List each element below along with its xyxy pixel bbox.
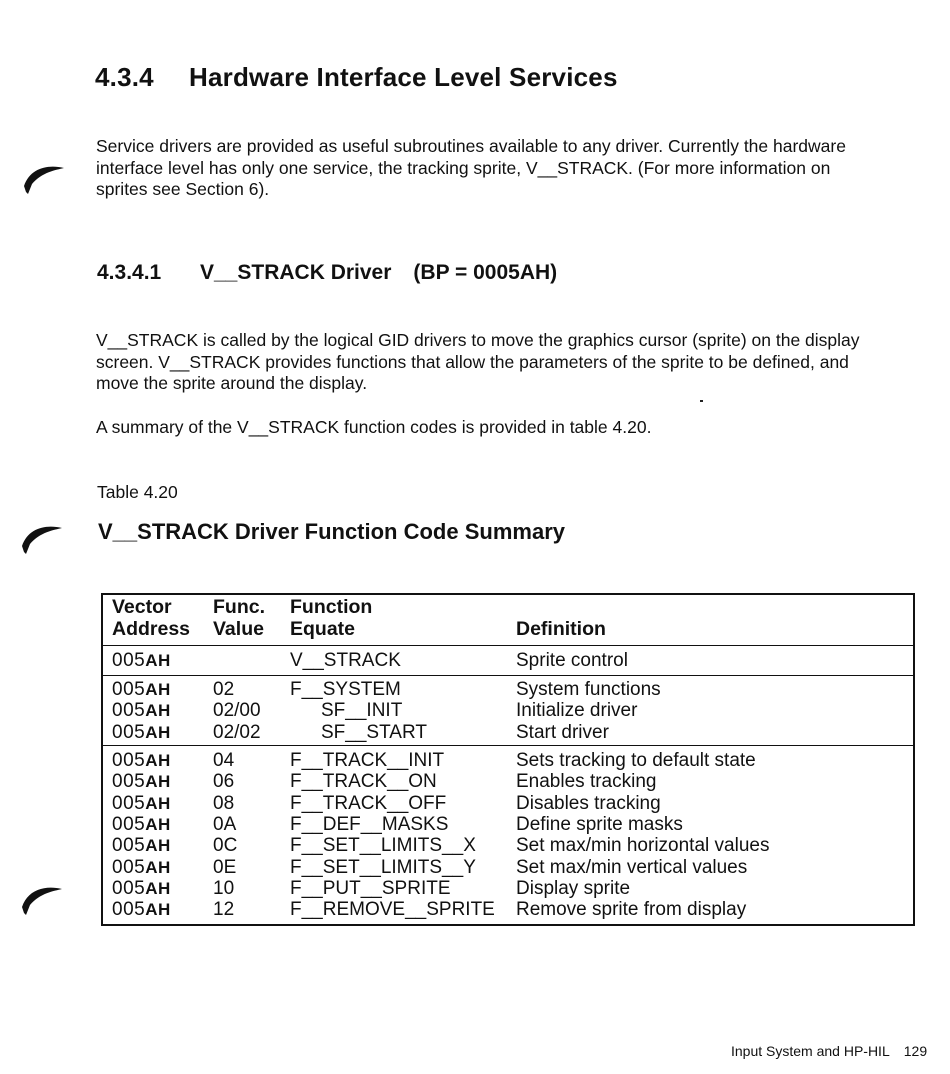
address-suffix: AH: [145, 701, 171, 721]
address-suffix: AH: [145, 772, 171, 792]
definition-cell: Start driver: [516, 721, 609, 743]
address-suffix: AH: [145, 878, 171, 898]
vector-address-cell: [112, 650, 171, 671]
vector-address-cell: [112, 700, 171, 721]
vector-address-cell: [112, 722, 171, 743]
intro-line: Service drivers are provided as useful subroutines available to any driver. Currently the hardware: [96, 136, 846, 156]
speck: [700, 400, 703, 402]
table-title: V__STRACK Driver Function Code Summary: [98, 519, 565, 544]
section-number: 4.3.4: [95, 62, 154, 92]
header-definition: Definition: [516, 618, 606, 640]
table-row: [0, 700, 950, 721]
function-equate-cell: SF__START: [321, 721, 427, 743]
definition-cell: Display sprite: [516, 877, 631, 899]
table-row: [0, 650, 950, 671]
table-row: [0, 814, 950, 835]
subsection-bp: (BP = 0005AH): [413, 261, 558, 284]
address-number: 005: [112, 792, 146, 814]
function-equate-cell: F__PUT__SPRITE: [290, 877, 451, 899]
function-equate-cell: V__STRACK: [290, 650, 401, 671]
definition-cell: Sprite control: [516, 650, 628, 671]
table-row: [0, 771, 950, 792]
table-row: [0, 899, 950, 920]
vector-address-cell: [112, 899, 171, 920]
vector-address-cell: [112, 793, 171, 814]
summary-paragraph: A summary of the V__STRACK function codes is provided in table 4.20.: [96, 417, 652, 437]
table-row: [0, 793, 950, 814]
address-number: 005: [112, 813, 146, 835]
subsection-heading: [97, 261, 557, 285]
address-suffix: AH: [145, 814, 171, 834]
address-suffix: AH: [145, 751, 171, 770]
address-number: 005: [112, 750, 146, 771]
intro-line: sprites see Section 6).: [96, 179, 270, 199]
function-equate-cell: F__TRACK__OFF: [290, 792, 447, 814]
definition-cell: Define sprite masks: [516, 813, 683, 835]
vector-address-cell: [112, 857, 171, 878]
vector-address-cell: [112, 750, 171, 771]
address-suffix: AH: [145, 836, 171, 856]
address-number: 005: [112, 899, 146, 921]
intro-paragraph: [96, 136, 896, 201]
definition-cell: Enables tracking: [516, 771, 657, 793]
para-line: V__STRACK is called by the logical GID drivers to move the graphics cursor (sprite) on the display: [96, 330, 860, 350]
section-title: Hardware Interface Level Services: [189, 62, 618, 92]
address-number: 005: [112, 835, 146, 857]
address-number: 005: [112, 856, 146, 878]
table-row: [0, 878, 950, 899]
definition-cell: Set max/min horizontal values: [516, 835, 770, 857]
table-row: [0, 857, 950, 878]
func-value-cell: 10: [213, 877, 235, 899]
function-equate-cell: F__SET__LIMITS__X: [290, 835, 476, 857]
function-equate-cell: F__TRACK__INIT: [290, 750, 445, 771]
address-number: 005: [112, 877, 146, 899]
subsection-number: 4.3.4.1: [97, 261, 162, 284]
subsection-paragraph: [96, 330, 896, 395]
address-suffix: AH: [145, 651, 171, 670]
function-equate-cell: SF__INIT: [321, 700, 403, 722]
address-number: 005: [112, 650, 146, 671]
table-row: [0, 750, 950, 771]
func-value-cell: 0A: [213, 813, 237, 835]
footer-text: Input System and HP-HIL: [731, 1043, 890, 1059]
function-equate-cell: F__SET__LIMITS__Y: [290, 856, 476, 878]
address-suffix: AH: [145, 900, 171, 920]
table-divider: [101, 675, 915, 676]
func-value-cell: 02/00: [213, 700, 261, 722]
section-heading: [95, 62, 618, 93]
header-vector-address: Vector Address: [112, 596, 191, 640]
address-number: 005: [112, 721, 146, 743]
address-suffix: AH: [145, 680, 171, 699]
func-value-cell: 02: [213, 679, 235, 700]
func-value-cell: 08: [213, 792, 235, 814]
address-number: 005: [112, 679, 146, 700]
table-divider: [101, 745, 915, 746]
func-value-cell: 02/02: [213, 721, 261, 743]
subsection-title: V__STRACK Driver: [200, 261, 392, 284]
definition-cell: System functions: [516, 679, 661, 700]
header-func-value: Func. Value: [213, 596, 265, 640]
intro-line: interface level has only one service, the tracking sprite, V__STRACK. (For more information on: [96, 157, 831, 178]
address-number: 005: [112, 700, 146, 722]
margin-mark-icon: [20, 522, 64, 546]
function-equate-cell: F__TRACK__ON: [290, 771, 437, 793]
vector-address-cell: [112, 835, 171, 856]
vector-address-cell: [112, 878, 171, 899]
para-line: screen. V__STRACK provides functions that allow the parameters of the sprite to be defined, and: [96, 351, 849, 372]
table-row: [0, 722, 950, 743]
address-suffix: AH: [145, 722, 171, 742]
margin-mark-icon: [22, 162, 66, 186]
table-row: [0, 835, 950, 856]
para-line: move the sprite around the display.: [96, 373, 368, 393]
func-value-cell: 0C: [213, 835, 238, 857]
definition-cell: Initialize driver: [516, 700, 638, 722]
func-value-cell: 06: [213, 771, 235, 793]
page-number: 129: [903, 1043, 928, 1059]
vector-address-cell: [112, 814, 171, 835]
table-caption: Table 4.20: [97, 482, 178, 502]
page-footer: [731, 1043, 927, 1059]
func-value-cell: 0E: [213, 856, 237, 878]
definition-cell: Set max/min vertical values: [516, 856, 748, 878]
vector-address-cell: [112, 679, 171, 700]
table-row: [0, 679, 950, 700]
definition-cell: Disables tracking: [516, 792, 661, 814]
address-suffix: AH: [145, 857, 171, 877]
address-suffix: AH: [145, 793, 171, 813]
definition-cell: Sets tracking to default state: [516, 750, 756, 771]
function-equate-cell: F__DEF__MASKS: [290, 813, 449, 835]
header-function-equate: Function Equate: [290, 596, 373, 640]
func-value-cell: 12: [213, 899, 235, 921]
definition-cell: Remove sprite from display: [516, 899, 747, 921]
function-equate-cell: F__REMOVE__SPRITE: [290, 899, 495, 921]
function-equate-cell: F__SYSTEM: [290, 679, 401, 700]
func-value-cell: 04: [213, 750, 235, 771]
table-divider: [101, 645, 915, 646]
vector-address-cell: [112, 771, 171, 792]
address-number: 005: [112, 771, 146, 793]
